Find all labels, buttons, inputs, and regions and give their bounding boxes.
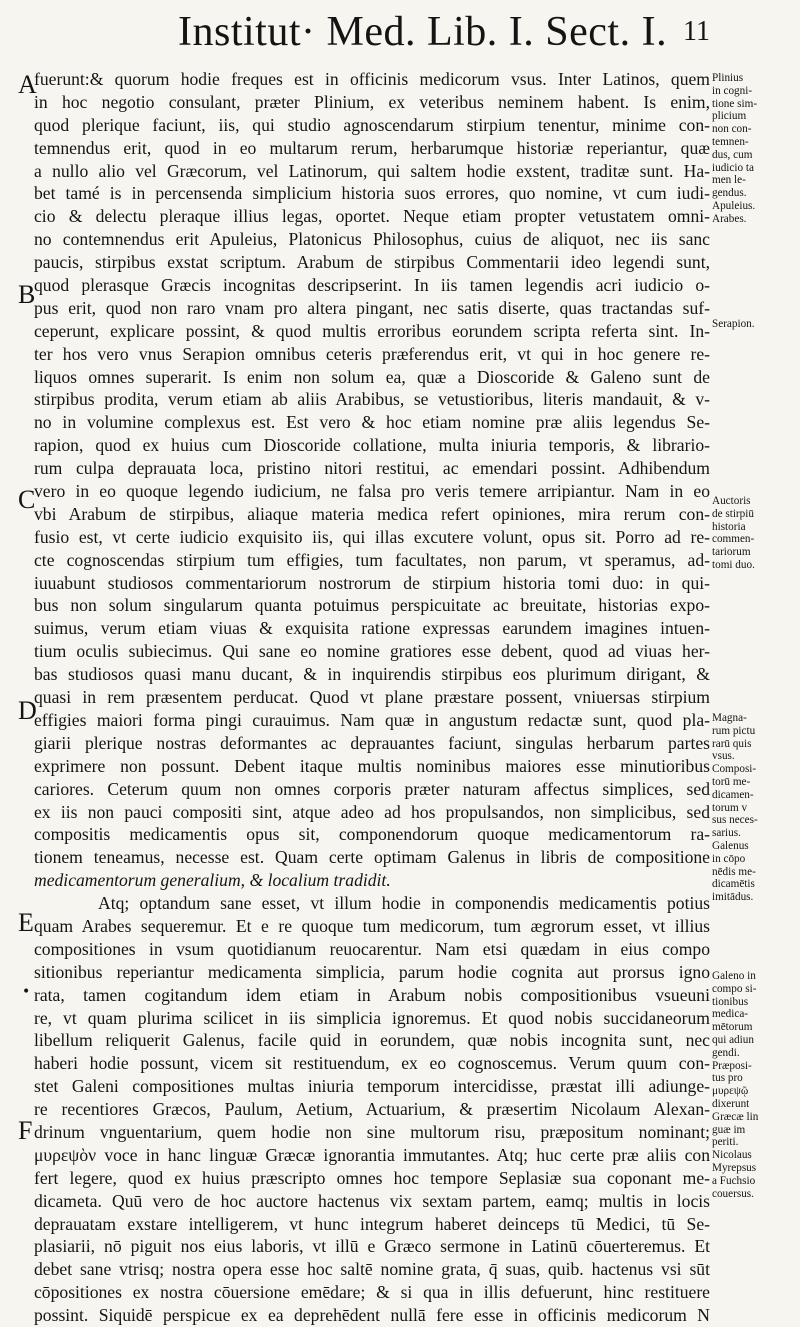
margin-note-line: Græcæ lin: [712, 1110, 759, 1123]
text-line: bas studiosos quasi manu ducant, & in inquirendis stirpibus eos plurimum dirigant, &: [34, 664, 710, 685]
text-line: stet Galeni compositiones multas iniuria temporum intercidisse, præstat illi adiunge-: [34, 1076, 710, 1097]
margin-note-line: rum pictu: [712, 724, 756, 737]
margin-note-line: commen-: [712, 533, 755, 546]
margin-note-line: plicium: [712, 110, 747, 123]
text-line: bus non solum singularum quanta potuimus perspicuitate ac breuitate, historias expo-: [34, 595, 710, 616]
running-title: Institut· Med. Lib. I. Sect. I.: [178, 9, 668, 55]
text-line: cōpositiones ex nostra cōuersione emēdare; & si qua in illis defuerunt, hinc restituere: [34, 1282, 710, 1303]
text-line: tium oculis subiecimus. Qui sane eo nomine gratiores esse debent, quod ad viuas her-: [34, 641, 710, 662]
section-letter-a: A: [18, 70, 37, 99]
margin-note-line: compo si-: [712, 982, 757, 995]
text-line: medicamentorum generalium, & localium tradidit.: [34, 870, 391, 891]
margin-note: [712, 970, 796, 1200]
section-letter-e: E: [18, 908, 34, 937]
margin-note-line: sarius.: [712, 827, 741, 840]
text-line: bet tamé is in percensenda simplicium historia suos errores, quo nomine, vt cum iudi-: [34, 183, 710, 204]
text-line: fuerunt:& quorum hodie freques est in officinis medicorum vsus. Inter Latinos, quem: [34, 69, 710, 89]
margin-note-line: Myrepsus: [712, 1161, 757, 1174]
text-line: vbi Arabum de stirpibus, aliaque materia medica refert opiniones, mira rerum con-: [34, 503, 710, 524]
section-letter-d: D: [18, 696, 37, 725]
page-header: [0, 2, 800, 62]
text-line: exprimere non possunt. Debent itaque multis nominibus maiores esse minutioribus: [34, 755, 710, 776]
margin-note-line: dixerunt: [712, 1097, 750, 1110]
margin-note-line: in cōpo: [712, 852, 746, 865]
text-line: fusio est, vt certe iudicio exquisito iis, qui illas excutere volunt, opus sit. Porro ad re-: [34, 526, 710, 547]
section-letter-b: B: [18, 280, 36, 309]
text-line: cariores. Ceterum quum non omnes corporis præter naturam affectus simplices, sed: [34, 778, 710, 799]
margin-note-line: iudicio ta: [712, 161, 754, 174]
margin-note-line: rarū quis: [712, 737, 752, 750]
margin-note-line: Galenus: [712, 839, 749, 852]
text-line: vero in eo quoque legendo iudicium, ne falsa pro veris temere arripiantur. Nam in eo: [34, 481, 710, 502]
margin-note-line: torum v: [712, 801, 748, 814]
text-line: rum culpa deprauata loca, pristino nitori restitui, ac emendari possint. Adhibendum: [34, 458, 710, 479]
text-line: effigies maiori forma pingi curauimus. Nam quæ in angustum redactæ sunt, quod pla-: [34, 709, 710, 730]
margin-note: [712, 318, 796, 331]
text-line: rata, tamen cogitandum idem etiam in Arabum nobis compositionibus vsueuni: [34, 984, 710, 1005]
margin-note-line: Arabes.: [712, 212, 747, 225]
margin-note-line: torū me-: [712, 775, 751, 788]
text-line: quasi in rem præsentem perducat. Quod vt plane præstare possent, vniuersas stirpium: [34, 687, 710, 708]
text-line: ter hos vero vnus Serapion omnibus ceteris præferendus erit, vt qui in hoc genere re-: [34, 343, 710, 364]
margin-note-line: men le-: [712, 174, 746, 187]
margin-note-line: Præposi-: [712, 1059, 752, 1072]
text-line: paucis, stirpibus exstat scriptum. Arabum de stirpibus Commentarii ideo legendi sunt,: [34, 252, 710, 273]
margin-note-line: gendi.: [712, 1046, 740, 1059]
text-line: libellum reliquerit Galenus, facile quid in eorundem, quæ nobis incognita sunt, nec: [34, 1030, 710, 1051]
margin-note-line: historia: [712, 520, 746, 533]
margin-note-line: Composi-: [712, 763, 757, 776]
margin-note-line: dicamētis: [712, 878, 755, 891]
margin-note-line: non con-: [712, 123, 752, 136]
margin-bullet: •: [22, 984, 31, 1000]
margin-note-line: guæ im: [712, 1123, 746, 1136]
margin-note-line: gendus.: [712, 187, 747, 200]
margin-note-line: Galeno in: [712, 970, 756, 982]
text-line: pus erit, quod non raro vnam pro altera pingant, nec satis diserte, quas tractandas suf-: [34, 297, 710, 318]
margin-note-line: Apuleius.: [712, 199, 756, 212]
margin-note-line: tionibus: [712, 995, 749, 1008]
section-letter-c: C: [18, 485, 36, 514]
section-letter-f: F: [18, 1116, 33, 1145]
text-line: compositis medicamentis opus sit, componendorum quoque medicamentorum ra-: [34, 824, 710, 845]
margin-note-line: dus, cum: [712, 148, 753, 161]
margin-note-line: tus pro: [712, 1072, 743, 1085]
margin-note-line: nēdis me-: [712, 865, 756, 878]
text-line: cte cognoscendas stirpium tum effigies, tum facultates, non parum, vt speramus, ad-: [34, 549, 710, 570]
text-line: haberi hodie possunt, vicem sit restituendum, ex eo cognoscemus. Verum quum con-: [34, 1053, 710, 1074]
margin-note-line: mētorum: [712, 1021, 753, 1034]
text-line: stirpibus prodita, verum etiam ab aliis Arabibus, se vetustioribus, literis mandauit, & v-: [34, 389, 710, 410]
margin-note: [712, 495, 796, 572]
margin-note-line: couersus.: [712, 1187, 754, 1200]
text-line: quod plerique faciunt, iis, qui studio agnoscendarum stirpium tenentur, minime con-: [34, 114, 710, 135]
margin-note-line: medica-: [712, 1008, 749, 1021]
margin-note-line: Plinius: [712, 72, 744, 84]
margin-note: [712, 712, 796, 904]
margin-note-line: Magna-: [712, 712, 747, 724]
text-line: drinum vnguentarium, quem hodie non sine multorum risu, præpositum nominant;: [34, 1121, 710, 1142]
text-line: no contemnendus erit Apuleius, Platonicus Philosophus, cuius de aliquot, nec iis sanc: [34, 229, 710, 250]
body-text: [34, 68, 710, 1327]
text-line: possint. Siquidē perspicue ex ea deprehēdent nullā fere esse in officinis medicorum N: [34, 1305, 710, 1326]
margin-note-line: sus neces-: [712, 814, 758, 827]
margin-note-line: tomi duo.: [712, 558, 755, 571]
text-line: debet sane vtrisq; nostra opera esse hoc saltē nomine grata, q̄ suas, quib. hactenus vsi sūt: [34, 1259, 710, 1280]
text-line: tionem teneamus, necesse est. Quam certe optimam Galenus in libris de compositione: [34, 847, 710, 868]
text-line: compositiones in vsum quotidianum reuocarentur. Nam etsi quædam in eius compo: [34, 938, 710, 959]
margin-note-line: in cogni-: [712, 84, 753, 97]
margin-note-line: qui adiun: [712, 1033, 754, 1046]
text-line: plasiarii, nō piguit nos eius laboris, vt illū e Græco sermone in Latinū cōuerteremus. Et: [34, 1236, 710, 1257]
text-line: dicameta. Quū vero de hoc auctore hactenus vix sextam partem, eamq; multis in locis: [34, 1190, 710, 1211]
text-line: ex iis non pauci compositi sint, atque adeo ad hos propulsandos, non simplicibus, sed: [34, 801, 710, 822]
text-line: giarii plerique nostras deformantes ac deprauantes faciunt, singulas herbarum partes: [34, 732, 710, 753]
margin-note-line: de stirpiū: [712, 507, 754, 520]
margin-note-line: temnen-: [712, 135, 749, 148]
text-line: in hoc negotio consulant, præter Plinium, ex veteribus neminem habent. Is enim,: [34, 91, 710, 112]
text-line: suimus, verum etiam viuas & exquisita ratione expressas earundem imagines intuen-: [34, 618, 710, 639]
margin-note-line: imitādus.: [712, 891, 754, 904]
margin-note-line: Nicolaus: [712, 1149, 752, 1162]
text-line: re, vt quam plurima scilicet in iis simplicia ignoremus. Et quod nobis succidaneorum: [34, 1007, 710, 1028]
text-line: temnendus erit, quod in eo multarum rerum, herbarumque historiæ reperiantur, quæ: [34, 137, 710, 158]
margin-note-line: tione sim-: [712, 97, 758, 110]
text-line: liquos omnes superarit. Is enim non solum ea, quæ a Dioscoride & Galeno sunt de: [34, 366, 710, 387]
text-line: sitionibus reperiantur medicamenta simplicia, parum hodie cognita aut prorsus igno: [34, 961, 710, 982]
text-line: cio & delectu pleraque illius legas, oportet. Neque etiam propter vetustatem omni-: [34, 206, 710, 227]
margin-note-line: periti.: [712, 1136, 739, 1149]
margin-note-line: Serapion.: [712, 318, 755, 330]
text-line: Atq; optandum sane esset, vt illum hodie in componendis medicamentis potius: [98, 893, 710, 914]
text-line: fert legere, quod ex huius præscripto omnes hoc tempore Seplasiæ sua coponant me-: [34, 1167, 710, 1188]
margin-note-line: tariorum: [712, 546, 751, 559]
text-line: re recentiores Græcos, Paulum, Aetium, Actuarium, & præsertim Nicolaum Alexan-: [34, 1099, 710, 1120]
text-line: rapion, quod ex huius cum Dioscoride collatione, multa iniuria temporis, & librario-: [34, 435, 710, 456]
margin-note-line: vsus.: [712, 750, 735, 763]
margin-note-line: dicamen-: [712, 788, 754, 801]
page-number: 11: [683, 16, 710, 47]
margin-note-line: Auctoris: [712, 495, 751, 507]
text-line: a nullo alio vel Græcorum, vel Latinorum, qui saltem hodie exstent, traditæ sunt. Ha-: [34, 160, 710, 181]
text-line: μυρεψὸν voce in hanc linguæ Græcæ ignorantia immutantes. Atq; huc certe præ aliis con: [34, 1144, 710, 1165]
text-line: iuuabunt studiosos commentariorum nostrorum de stirpium historia tomi duo: in qui-: [34, 572, 710, 593]
margin-note: [712, 72, 796, 226]
text-line: no in volumine complexus est. Est vero & hoc etiam nomine præ aliis legendus Se-: [34, 412, 710, 433]
margin-note-line: a Fuchsio: [712, 1174, 756, 1187]
text-line: quam Arabes sequeremur. Et e re quoque tum medicorum, tum ægrorum esset, vt illius: [34, 915, 710, 936]
text-line: quod plerasque Græcis incognitas descripserint. In iis tamen legendis acri iudicio o-: [34, 275, 710, 296]
text-line: deprauatam exstare intelligerem, vt hunc integrum haberet deinceps tū Medici, tū Se-: [34, 1213, 710, 1234]
margin-note-line: μυρεψῷ: [712, 1085, 749, 1098]
text-line: ceperunt, explicare possint, & quod multis erroribus eorundem scripta referta sint. In-: [34, 320, 710, 341]
